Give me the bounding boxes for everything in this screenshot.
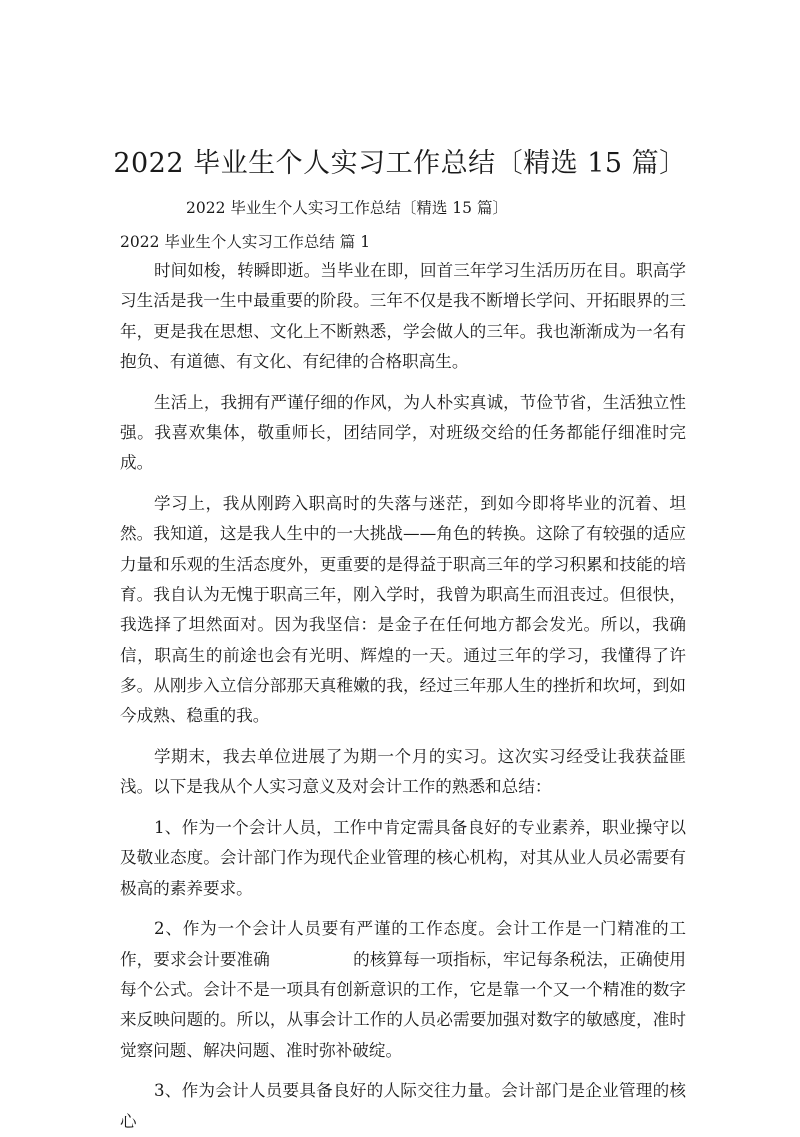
paragraph-point-2: 2、作为一个会计人员要有严谨的工作态度。会计工作是一门精准的工作，要求会计要准确 的核算每一项指标，牢记每条税法，正确使用每个公式。会计不是一项具有创新意识的工作，它是靠一个又一个精准的数字来反映问题的。所以，从事会计工作的人员必需要加强对数字的敏感度，准时觉察问题、解决问题、准时弥补破绽。 (120, 919, 686, 1060)
paragraph-internship: 学期末，我去单位进展了为期一个月的实习。这次实习经受让我获益匪浅。以下是我从个人实习意义及对会计工作的熟悉和总结： (120, 746, 686, 797)
document-subtitle: 2022 毕业生个人实习工作总结〔精选 15 篇〕 (186, 199, 508, 217)
paragraph-point-1: 1、作为一个会计人员，工作中肯定需具备良好的专业素养，职业操守以及敬业态度。会计部门作为现代企业管理的核心机构，对其从业人员必需要有极高的素养要求。 (120, 818, 686, 898)
paragraph-point-3: 3、作为会计人员要具备良好的人际交往力量。会计部门是企业管理的核心 (120, 1081, 686, 1131)
section-heading: 2022 毕业生个人实习工作总结 篇 1 (120, 233, 371, 251)
document-title: 2022 毕业生个人实习工作总结〔精选 15 篇〕 (113, 148, 687, 180)
paragraph-intro: 时间如梭，转瞬即逝。当毕业在即，回首三年学习生活历历在目。职高学习生活是我一生中最重要的阶段。三年不仅是我不断增长学问、开拓眼界的三年，更是我在思想、文化上不断熟悉，学会做人的三年。我也渐渐成为一名有抱负、有道德、有文化、有纪律的合格职高生。 (120, 261, 686, 371)
paragraph-study: 学习上，我从刚跨入职高时的失落与迷茫，到如今即将毕业的沉着、坦然。我知道，这是我人生中的一大挑战——角色的转换。这除了有较强的适应力量和乐观的生活态度外，更重要的是得益于职高三年的学习积累和技能的培育。我自认为无愧于职高三年，刚入学时，我曾为职高生而沮丧过。但很快，我选择了坦然面对。因为我坚信：是金子在任何地方都会发光。所以，我确信，职高生的前途也会有光明、辉煌的一天。通过三年的学习，我懂得了许多。从刚步入立信分部那天真稚嫩的我，经过三年那人生的挫折和坎坷，到如今成熟、稳重的我。 (120, 494, 686, 726)
paragraph-life: 生活上，我拥有严谨仔细的作风，为人朴实真诚，节俭节省，生活独立性强。我喜欢集体，敬重师长，团结同学，对班级交给的任务都能仔细准时完成。 (120, 392, 686, 473)
document-body (120, 256, 686, 1137)
